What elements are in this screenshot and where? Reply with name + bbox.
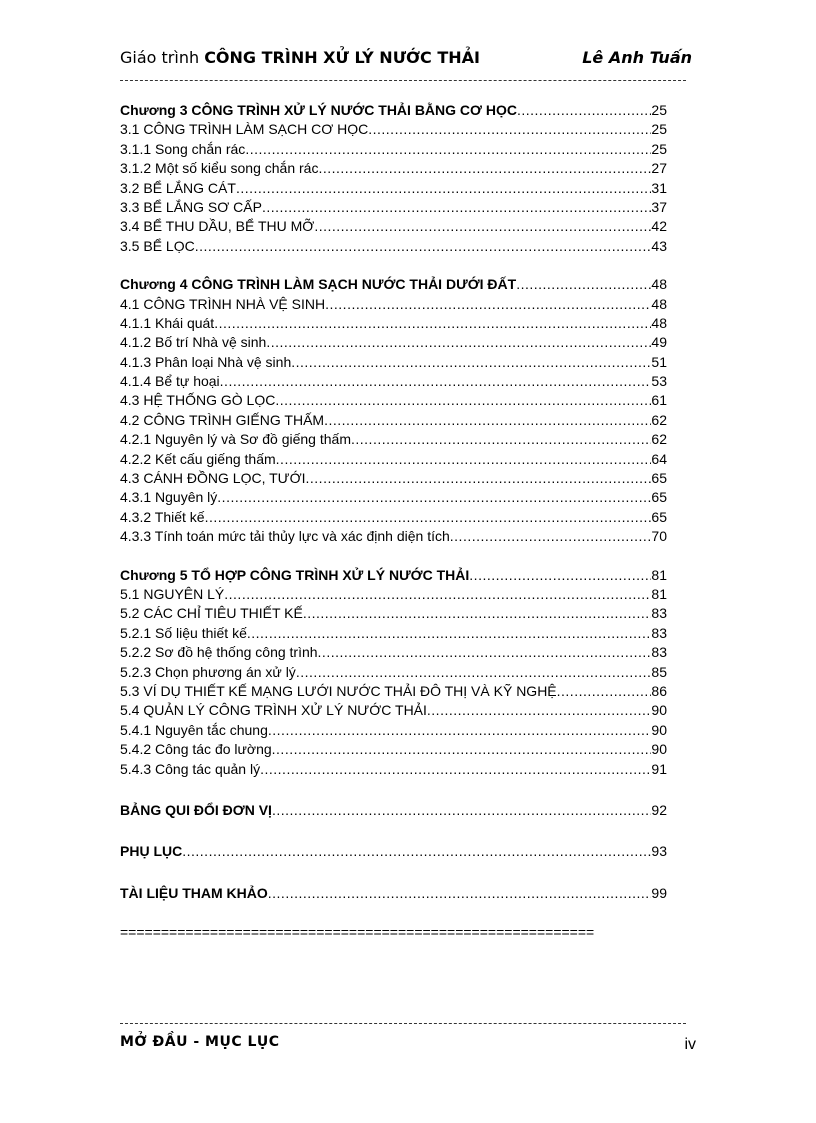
toc-entry-label: Chương 5 TỔ HỢP CÔNG TRÌNH XỬ LÝ NƯỚC THẢI [120,566,470,583]
toc-entry[interactable] [120,140,667,159]
dot-leader [272,801,651,820]
dot-leader [318,643,652,662]
toc-entry-page: 90 [651,741,667,758]
toc-entry-page: 85 [651,663,667,680]
page-number: iv [684,1036,696,1053]
dot-leader [517,101,651,120]
toc-appendix-units[interactable] [120,801,667,820]
toc-appendix-references[interactable] [120,884,667,903]
toc-entry-label: 5.4.1 Nguyên tắc chung [120,721,268,738]
toc-entry-page: 65 [651,470,667,487]
toc-entry-label: 3.1.1 Song chắn rác [120,140,246,157]
dot-leader [450,527,652,546]
toc-entry-label: 4.1.4 Bể tự hoại [120,373,220,390]
toc-entry[interactable] [120,488,667,507]
toc-entry-page: 48 [651,276,667,293]
toc-entry-label: 5.2.3 Chọn phương án xử lý [120,663,296,680]
course-title [120,48,480,67]
toc-entry-label: TÀI LIỆU THAM KHẢO [120,884,268,901]
toc-entry[interactable] [120,391,667,410]
toc-entry-label: Chương 4 CÔNG TRÌNH LÀM SẠCH NƯỚC THẢI DƯỚI ĐẤT [120,276,517,293]
dot-leader [469,566,651,585]
dot-leader [205,508,652,527]
toc-entry-label: 4.3.3 Tính toán mức tải thủy lực và xác định diện tích [120,528,450,545]
toc-entry-page: 48 [651,314,667,331]
toc-entry-label: 4.3.1 Nguyên lý [120,489,218,506]
dot-leader [272,740,652,759]
toc-entry-label: 5.4 QUẢN LÝ CÔNG TRÌNH XỬ LÝ NƯỚC THẢI [120,702,427,719]
dot-leader [427,701,652,720]
toc-entry-label: 4.2.1 Nguyên lý và Sơ đồ giếng thấm [120,431,351,448]
toc-entry-label: PHỤ LỤC [120,843,183,860]
toc-entry[interactable] [120,760,667,779]
spacer [120,862,667,884]
toc-entry[interactable] [120,721,667,740]
toc-entry[interactable] [120,411,667,430]
toc-entry[interactable] [120,508,667,527]
dot-leader [275,391,651,410]
dot-leader [247,624,652,643]
dot-leader [195,237,652,256]
toc-entry[interactable] [120,663,667,682]
dot-leader [260,760,651,779]
dot-leader [245,140,651,159]
toc-entry-page: 31 [651,179,667,196]
toc-entry-page: 25 [651,121,667,138]
toc-entry-page: 65 [651,508,667,525]
toc-entry-label: 4.2.2 Kết cấu giếng thấm [120,450,276,467]
toc-entry[interactable] [120,179,667,198]
toc-entry[interactable] [120,585,667,604]
dot-leader [224,585,651,604]
toc-entry-label: 3.1 CÔNG TRÌNH LÀM SẠCH CƠ HỌC [120,121,369,138]
toc-entry-label: Chương 3 CÔNG TRÌNH XỬ LÝ NƯỚC THẢI BẰNG CƠ HỌC [120,102,517,118]
dot-leader [351,430,651,449]
toc-chapter-5[interactable] [120,566,667,585]
toc-entry-page: 91 [651,760,667,777]
toc-entry-page: 83 [651,624,667,641]
toc-entry-label: 4.2 CÔNG TRÌNH GIẾNG THẤM [120,411,325,428]
toc-entry[interactable] [120,353,667,372]
toc-entry-label: 5.2.1 Số liệu thiết kế [120,624,247,641]
toc-entry-label: 3.3 BỂ LẮNG SƠ CẤP [120,198,262,215]
toc-entry-label: 3.4 BỂ THU DẦU, BỂ THU MỠ [120,218,315,235]
toc-entry[interactable] [120,430,667,449]
toc-entry-page: 62 [651,431,667,448]
toc-entry[interactable] [120,333,667,352]
toc-entry-label: 4.1.2 Bố trí Nhà vệ sinh [120,334,267,351]
dot-leader [324,411,651,430]
footer-divider [120,1023,686,1024]
toc-appendix-appendix[interactable] [120,842,667,861]
toc-entry-page: 25 [651,140,667,157]
page-header [120,48,692,74]
toc-entry-page: 25 [651,102,667,118]
dot-leader [214,314,651,333]
toc-entry-page: 90 [651,721,667,738]
toc-entry[interactable] [120,604,667,623]
toc-entry-label: 5.4.2 Công tác đo lường [120,741,272,758]
table-of-contents [120,101,667,903]
dot-leader [318,159,651,178]
dot-leader [296,663,652,682]
toc-entry[interactable] [120,198,667,217]
toc-entry[interactable] [120,740,667,759]
spacer [120,256,667,275]
toc-entry-page: 65 [651,489,667,506]
toc-entry-label: 4.1 CÔNG TRÌNH NHÀ VỆ SINH [120,295,326,312]
dot-leader [276,450,652,469]
toc-entry-label: 5.4.3 Công tác quản lý [120,760,261,777]
dot-leader [268,721,652,740]
toc-entry-label: 3.1.2 Một số kiểu song chắn rác [120,160,319,177]
toc-entry-page: 93 [651,843,667,860]
header-divider [120,80,686,81]
dot-leader [220,372,652,391]
toc-entry-page: 37 [651,198,667,215]
dot-leader [262,198,651,217]
toc-entry[interactable] [120,643,667,662]
page-footer [120,1034,696,1058]
toc-entry-page: 92 [651,801,667,818]
toc-entry-page: 53 [651,373,667,390]
dot-leader [306,469,652,488]
toc-entry-label: 3.5 BỂ LỌC [120,237,195,254]
toc-entry[interactable] [120,624,667,643]
toc-entry-label: 5.1 NGUYÊN LÝ [120,585,225,602]
toc-entry[interactable] [120,217,667,236]
toc-entry-page: 42 [651,218,667,235]
toc-entry-page: 83 [651,605,667,622]
toc-entry-page: 90 [651,702,667,719]
end-separator: ========================================================== [120,924,595,940]
toc-entry[interactable] [120,159,667,178]
toc-entry-page: 83 [651,644,667,661]
toc-entry-page: 99 [651,884,667,901]
dot-leader [303,604,652,623]
course-name: CÔNG TRÌNH XỬ LÝ NƯỚC THẢI [204,48,480,67]
footer-section-title: MỞ ĐẦU - MỤC LỤC [120,1034,280,1050]
toc-chapter-3[interactable] [120,101,667,120]
toc-entry-page: 86 [651,682,667,699]
dot-leader [217,488,651,507]
dot-leader [325,295,651,314]
toc-entry-page: 62 [651,411,667,428]
toc-entry-label: BẢNG QUI ĐỔI ĐƠN VỊ [120,801,272,818]
toc-entry-label: 3.2 BỂ LẮNG CÁT [120,179,236,196]
toc-entry-label: 4.1.1 Khái quát [120,314,215,331]
dot-leader [314,217,651,236]
toc-entry-label: 5.2 CÁC CHỈ TIÊU THIẾT KẾ [120,605,303,622]
toc-entry[interactable] [120,450,667,469]
toc-entry-label: 4.3 HỆ THỐNG GÒ LỌC [120,392,276,409]
toc-entry[interactable] [120,469,667,488]
toc-entry[interactable] [120,527,667,546]
toc-entry-page: 81 [651,585,667,602]
toc-chapter-4[interactable] [120,275,667,294]
dot-leader [236,179,651,198]
toc-entry-page: 43 [651,237,667,254]
course-prefix: Giáo trình [120,48,205,67]
toc-entry[interactable] [120,295,667,314]
spacer [120,820,667,842]
dot-leader [557,682,652,701]
toc-entry-label: 5.2.2 Sơ đồ hệ thống công trình [120,644,318,661]
toc-entry[interactable] [120,120,667,139]
dot-leader [182,842,651,861]
toc-entry[interactable] [120,682,667,701]
author-name: Lê Anh Tuấn [582,48,692,67]
toc-entry-page: 61 [651,392,667,409]
spacer [120,779,667,801]
spacer [120,547,667,566]
toc-entry-page: 81 [651,566,667,583]
toc-entry-label: 5.3 VÍ DỤ THIẾT KẾ MẠNG LƯỚI NƯỚC THẢI ĐÔ THỊ VÀ KỸ NGHỆ [120,682,557,699]
toc-entry[interactable] [120,701,667,720]
toc-entry[interactable] [120,372,667,391]
toc-entry-label: 4.1.3 Phân loại Nhà vệ sinh [120,353,292,370]
toc-entry[interactable] [120,314,667,333]
toc-entry-page: 27 [651,160,667,177]
toc-entry-page: 48 [651,295,667,312]
toc-entry-label: 4.3.2 Thiết kế [120,508,205,525]
toc-entry-label: 4.3 CÁNH ĐỒNG LỌC, TƯỚI [120,470,306,487]
dot-leader [291,353,651,372]
toc-entry-page: 70 [651,528,667,545]
toc-entry-page: 51 [651,353,667,370]
toc-entry[interactable] [120,237,667,256]
dot-leader [368,120,651,139]
dot-leader [516,275,651,294]
dot-leader [268,884,652,903]
toc-entry-page: 64 [651,450,667,467]
dot-leader [266,333,651,352]
toc-entry-page: 49 [651,334,667,351]
